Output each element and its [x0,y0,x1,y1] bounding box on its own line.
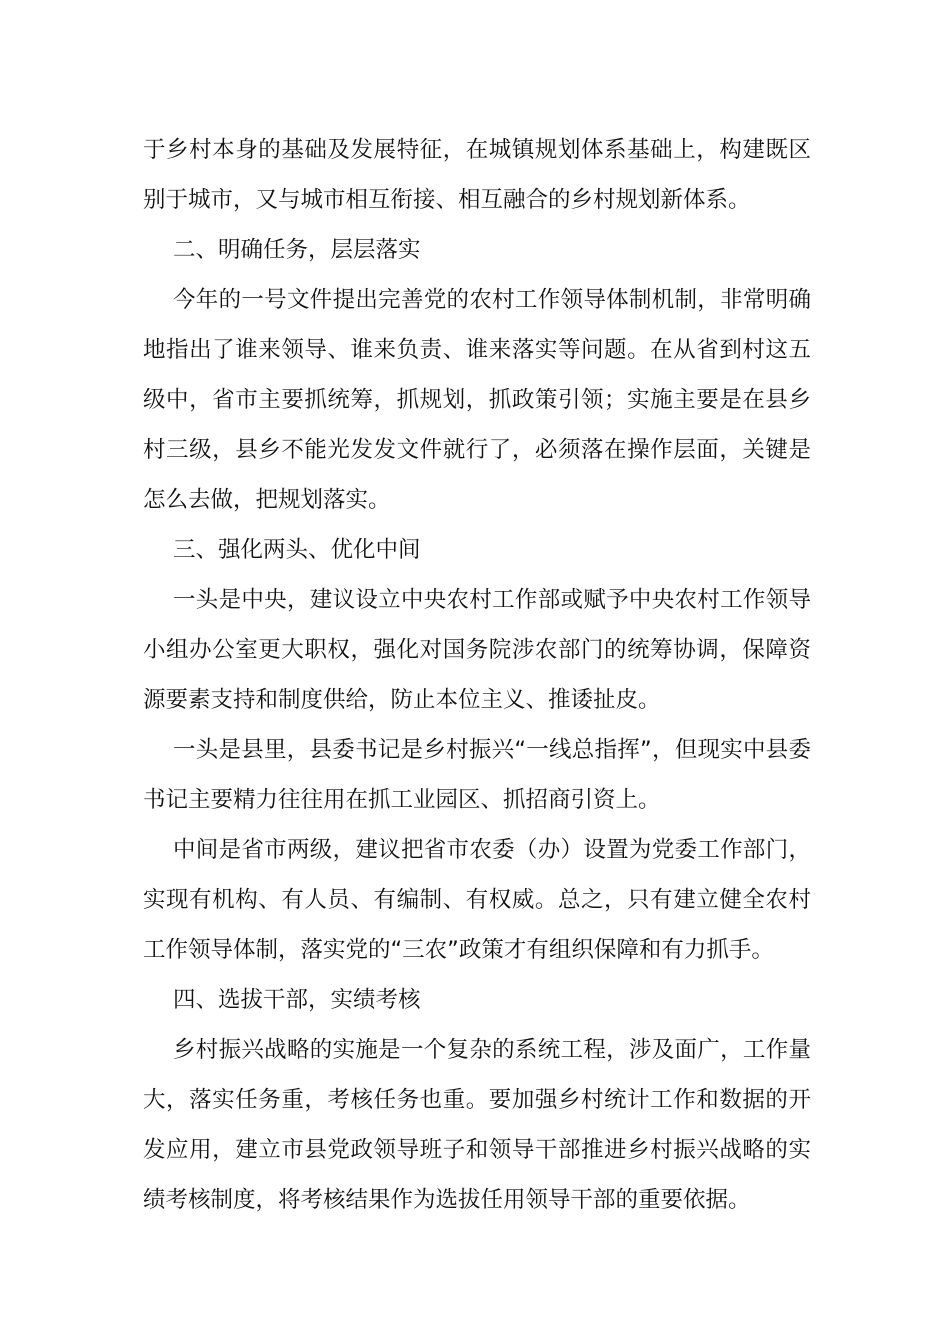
paragraph-line: 地指出了谁来领导、谁来负责、谁来落实等问题。在从省到村这五 [143,337,811,363]
section-heading: 四、选拔干部，实绩考核 [173,987,421,1013]
paragraph-line: 怎么去做，把规划落实。 [143,487,391,513]
paragraph-line: 源要素支持和制度供给，防止本位主义、推诿扯皮。 [143,687,661,713]
paragraph-line: 村三级，县乡不能光发发文件就行了，必须落在操作层面，关键是 [143,437,811,463]
paragraph-line: 书记主要精力往往用在抓工业园区、抓招商引资上。 [143,787,661,813]
paragraph-line: 乡村振兴战略的实施是一个复杂的系统工程，涉及面广，工作量 [173,1037,811,1063]
paragraph-line: 今年的一号文件提出完善党的农村工作领导体制机制，非常明确 [173,287,811,313]
paragraph-line: 别于城市，又与城市相互衔接、相互融合的乡村规划新体系。 [143,187,751,213]
section-heading: 二、明确任务，层层落实 [173,237,421,263]
paragraph-line: 级中，省市主要抓统筹，抓规划，抓政策引领；实施主要是在县乡 [143,387,811,413]
paragraph-line: 中间是省市两级，建议把省市农委（办）设置为党委工作部门， [173,837,811,863]
document-body [143,125,811,1225]
paragraph-line: 小组办公室更大职权，强化对国务院涉农部门的统筹协调，保障资 [143,637,811,663]
paragraph-line: 实现有机构、有人员、有编制、有权威。总之，只有建立健全农村 [143,887,811,913]
paragraph-line: 一头是中央，建议设立中央农村工作部或赋予中央农村工作领导 [173,587,811,613]
paragraph-line: 大，落实任务重，考核任务也重。要加强乡村统计工作和数据的开 [143,1087,811,1113]
paragraph-line: 工作领导体制，落实党的“三农”政策才有组织保障和有力抓手。 [143,937,774,963]
paragraph-line: 于乡村本身的基础及发展特征，在城镇规划体系基础上，构建既区 [143,137,811,163]
paragraph-line: 一头是县里，县委书记是乡村振兴“一线总指挥”，但现实中县委 [173,737,811,763]
paragraph-line: 绩考核制度，将考核结果作为选拔任用领导干部的重要依据。 [143,1187,751,1213]
section-heading: 三、强化两头、优化中间 [173,537,421,563]
paragraph-line: 发应用，建立市县党政领导班子和领导干部推进乡村振兴战略的实 [143,1137,811,1163]
